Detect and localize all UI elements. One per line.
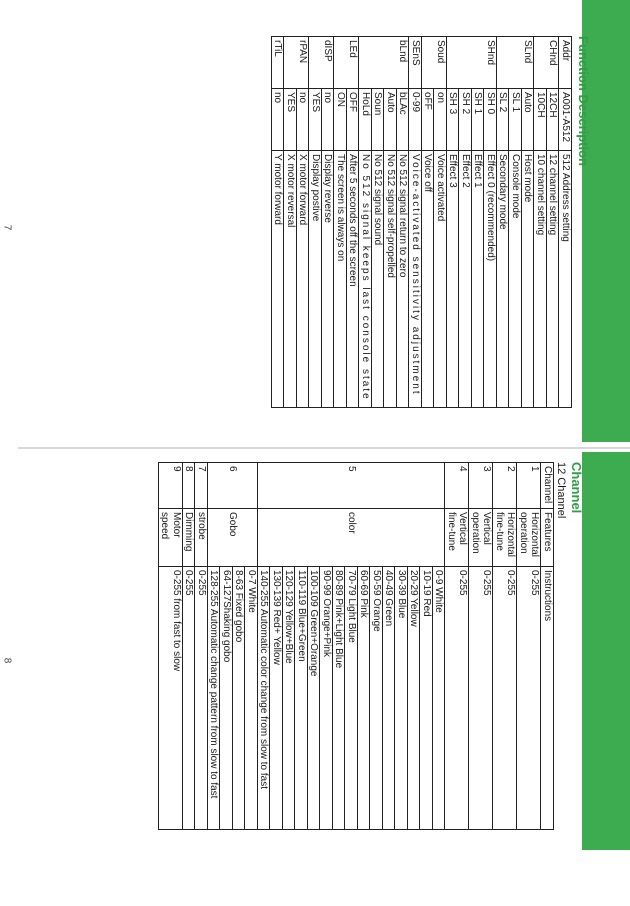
channel-table bbox=[158, 462, 554, 830]
value-cell: color bbox=[258, 509, 446, 567]
key-cell: 7 bbox=[195, 463, 208, 509]
desc-cell: The screen is always on bbox=[334, 151, 347, 408]
desc-cell: 8-63 Fixed gobo bbox=[233, 567, 246, 830]
key-cell: rTiL bbox=[272, 37, 285, 89]
channel-page bbox=[158, 462, 585, 842]
channel-row bbox=[159, 463, 183, 830]
desc-cell: 0-255 from fast to slow bbox=[159, 567, 183, 830]
desc-cell: 110-119 Blue+Green bbox=[295, 567, 308, 830]
value-cell: bLAc bbox=[397, 89, 410, 151]
channel-table-header bbox=[541, 463, 554, 830]
desc-cell: 12 channel setting bbox=[547, 151, 560, 408]
desc-cell: 80-89 Pink+Light Blue bbox=[333, 567, 346, 830]
function-row bbox=[397, 37, 410, 408]
key-cell: SHnd bbox=[447, 37, 497, 89]
desc-cell: No 512 signal self-propelled bbox=[384, 151, 397, 408]
channel-title: Channel bbox=[569, 462, 584, 514]
function-row bbox=[422, 37, 435, 408]
key-cell: LEd bbox=[334, 37, 359, 89]
channel-row bbox=[195, 463, 208, 830]
value-cell: Horizontal fine-tune bbox=[493, 509, 517, 567]
function-description-title: Function Description bbox=[576, 36, 591, 166]
function-row bbox=[472, 37, 485, 408]
desc-cell: 30-39 Blue bbox=[395, 567, 408, 830]
function-table-body bbox=[272, 37, 572, 408]
desc-cell: Effect 3 bbox=[447, 151, 460, 408]
key-cell: SEnS bbox=[409, 37, 422, 89]
header-instructions: Instructions bbox=[541, 567, 554, 830]
desc-cell: 64-127Shaking gobo bbox=[220, 567, 233, 830]
value-cell: SH 2 bbox=[459, 89, 472, 151]
value-cell: OFF bbox=[347, 89, 360, 151]
value-cell: Auto bbox=[384, 89, 397, 151]
desc-cell: Display postive bbox=[309, 151, 322, 408]
key-cell: 5 bbox=[258, 463, 446, 509]
desc-cell: 512 Address setting bbox=[559, 151, 572, 408]
value-cell: Soun bbox=[372, 89, 385, 151]
desc-cell: 140-255 Automatic color change from slow to fast bbox=[258, 567, 271, 830]
desc-cell: Effect 1 bbox=[472, 151, 485, 408]
function-row bbox=[522, 37, 535, 408]
key-cell: 3 bbox=[469, 463, 493, 509]
key-cell: 4 bbox=[445, 463, 469, 509]
desc-cell: Effect 0 (recommended) bbox=[484, 151, 497, 408]
function-row bbox=[334, 37, 347, 408]
function-row bbox=[484, 37, 497, 408]
function-row bbox=[447, 37, 460, 408]
value-cell: SH 1 bbox=[472, 89, 485, 151]
value-cell: Motor speed bbox=[159, 509, 183, 567]
desc-cell: 60-69 Pink bbox=[358, 567, 371, 830]
key-cell: dISP bbox=[309, 37, 334, 89]
desc-cell: Voice-activated sensitivity adjustment bbox=[409, 151, 422, 408]
desc-cell: Effect 2 bbox=[459, 151, 472, 408]
value-cell: SH 3 bbox=[447, 89, 460, 151]
value-cell: Auto bbox=[522, 89, 535, 151]
function-description-page bbox=[271, 36, 592, 424]
desc-cell: Host mode bbox=[522, 151, 535, 408]
function-row bbox=[459, 37, 472, 408]
page2-number: 8 bbox=[1, 657, 13, 664]
key-cell: Soud bbox=[422, 37, 447, 89]
function-row bbox=[284, 37, 297, 408]
function-row bbox=[309, 37, 322, 408]
value-cell: on bbox=[434, 89, 447, 151]
channel-row bbox=[517, 463, 541, 830]
key-cell: 2 bbox=[493, 463, 517, 509]
desc-cell: 0-255 bbox=[469, 567, 493, 830]
channel-subtitle: 12 Channel bbox=[555, 462, 567, 519]
key-cell: 8 bbox=[183, 463, 196, 509]
desc-cell: 130-139 Red+ Yellow bbox=[270, 567, 283, 830]
value-cell: YES bbox=[309, 89, 322, 151]
function-row bbox=[347, 37, 360, 408]
desc-cell: Y motor forward bbox=[272, 151, 285, 408]
channel-row bbox=[493, 463, 517, 830]
desc-cell: After 5 seconds off the screen bbox=[347, 151, 360, 408]
function-row bbox=[372, 37, 385, 408]
desc-cell: 40-49 Green bbox=[383, 567, 396, 830]
value-cell: no bbox=[297, 89, 310, 151]
value-cell: Vertical operation bbox=[469, 509, 493, 567]
header-features: Features bbox=[541, 509, 554, 567]
desc-cell: 0-9 White bbox=[433, 567, 446, 830]
channel-row bbox=[183, 463, 196, 830]
desc-cell: No 512 signal sound bbox=[372, 151, 385, 408]
function-table bbox=[271, 36, 572, 408]
value-cell: Horizontal operation bbox=[517, 509, 541, 567]
key-cell: Addr bbox=[559, 37, 572, 89]
value-cell: oFF bbox=[422, 89, 435, 151]
desc-cell: 50-59 Orange bbox=[370, 567, 383, 830]
desc-cell: No 512 signal keeps last console state bbox=[359, 151, 372, 408]
desc-cell: Voice activated bbox=[434, 151, 447, 408]
value-cell: 12CH bbox=[547, 89, 560, 151]
desc-cell: Voice off bbox=[422, 151, 435, 408]
value-cell: SL 1 bbox=[509, 89, 522, 151]
function-row bbox=[359, 37, 372, 408]
value-cell: ON bbox=[334, 89, 347, 151]
function-row bbox=[547, 37, 560, 408]
desc-cell: X motor forward bbox=[297, 151, 310, 408]
value-cell: SH 0 bbox=[484, 89, 497, 151]
channel-row bbox=[433, 463, 446, 830]
desc-cell: 128-255 Automatic change pattern from slow to fast bbox=[208, 567, 221, 830]
channel-row bbox=[445, 463, 469, 830]
page-fold bbox=[18, 447, 630, 449]
key-cell: CHnd bbox=[534, 37, 559, 89]
value-cell: Vertical fine-tune bbox=[445, 509, 469, 567]
desc-cell: 0-255 bbox=[183, 567, 196, 830]
function-row bbox=[272, 37, 285, 408]
key-cell: rPAN bbox=[284, 37, 309, 89]
value-cell: A001-A512 bbox=[559, 89, 572, 151]
channel-row bbox=[469, 463, 493, 830]
value-cell: HoLd bbox=[359, 89, 372, 151]
desc-cell: Console mode bbox=[509, 151, 522, 408]
function-row bbox=[534, 37, 547, 408]
function-row bbox=[384, 37, 397, 408]
desc-cell: Secondary mode bbox=[497, 151, 510, 408]
function-row bbox=[497, 37, 510, 408]
desc-cell: 0-255 bbox=[517, 567, 541, 830]
value-cell: Gobo bbox=[208, 509, 258, 567]
desc-cell: 0-255 bbox=[195, 567, 208, 830]
key-cell: 6 bbox=[208, 463, 258, 509]
desc-cell: 90-99 Orange+Pink bbox=[320, 567, 333, 830]
header-channel: Channel bbox=[541, 463, 554, 509]
desc-cell: 0-7 White bbox=[245, 567, 258, 830]
function-row bbox=[322, 37, 335, 408]
page2-green-bar bbox=[582, 452, 630, 850]
desc-cell: 120-129 Yellow+Blue bbox=[283, 567, 296, 830]
desc-cell: No 512 signal return to zero bbox=[397, 151, 410, 408]
desc-cell: 20-29 Yellow bbox=[408, 567, 421, 830]
function-row bbox=[509, 37, 522, 408]
value-cell: 0-99 bbox=[409, 89, 422, 151]
desc-cell: 10 channel setting bbox=[534, 151, 547, 408]
key-cell: bLnd bbox=[359, 37, 409, 89]
desc-cell: Display reverse bbox=[322, 151, 335, 408]
desc-cell: 70-79 Light Blue bbox=[345, 567, 358, 830]
function-row bbox=[559, 37, 572, 408]
value-cell: no bbox=[272, 89, 285, 151]
desc-cell: 0-255 bbox=[445, 567, 469, 830]
desc-cell: 100-109 Green+Orange bbox=[308, 567, 321, 830]
key-cell: 1 bbox=[517, 463, 541, 509]
value-cell: Dimming bbox=[183, 509, 196, 567]
desc-cell: 0-255 bbox=[493, 567, 517, 830]
key-cell: 9 bbox=[159, 463, 183, 509]
key-cell: SLnd bbox=[497, 37, 535, 89]
function-row bbox=[409, 37, 422, 408]
value-cell: YES bbox=[284, 89, 297, 151]
function-row bbox=[297, 37, 310, 408]
value-cell: strobe bbox=[195, 509, 208, 567]
function-row bbox=[434, 37, 447, 408]
channel-row bbox=[245, 463, 258, 830]
value-cell: 10CH bbox=[534, 89, 547, 151]
page1-number: 7 bbox=[1, 224, 13, 231]
desc-cell: 10-19 Red bbox=[420, 567, 433, 830]
channel-table-body bbox=[159, 463, 542, 830]
value-cell: no bbox=[322, 89, 335, 151]
desc-cell: X motor reversal bbox=[284, 151, 297, 408]
value-cell: SL 2 bbox=[497, 89, 510, 151]
